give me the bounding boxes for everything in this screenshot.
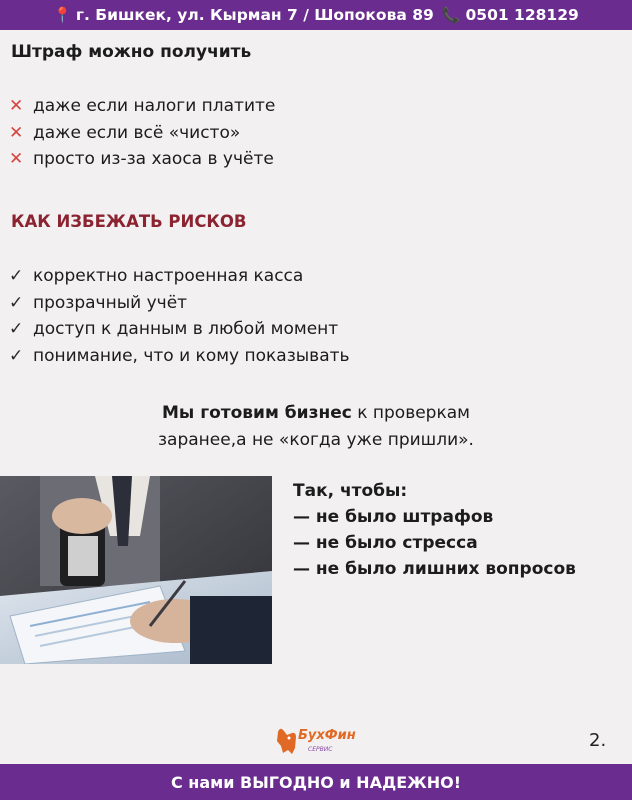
goal-item: — не было лишних вопросов: [293, 559, 576, 579]
list-item: [9, 263, 350, 290]
goal-item: — не было стресса: [293, 533, 478, 553]
statement-line2: заранее,а не «когда уже пришли».: [158, 430, 474, 450]
list-item: [9, 146, 275, 173]
list-item-label: понимание, что и кому показывать: [33, 345, 350, 366]
preparation-statement: [100, 400, 532, 454]
list-item-label: даже если всё «чисто»: [33, 122, 241, 143]
footer-slogan: С нами ВЫГОДНО и НАДЕЖНО!: [170, 772, 461, 792]
list-item: [9, 290, 350, 317]
goat-icon: [274, 726, 300, 756]
goal-item: — не было штрафов: [293, 507, 494, 527]
goals-block: [293, 478, 576, 582]
cross-icon: ✕: [9, 96, 24, 117]
phone-icon: 📞: [441, 6, 461, 24]
list-item-label: даже если налоги платите: [33, 96, 276, 117]
brand-logo: [272, 724, 368, 760]
check-icon: ✓: [9, 292, 24, 313]
photo-illustration: [0, 476, 272, 664]
list-item: [9, 316, 350, 343]
logo-name: БухФин: [298, 728, 356, 743]
negatives-list: [9, 93, 275, 173]
page-number: 2.: [589, 730, 607, 751]
page-title: Штраф можно получить: [11, 42, 252, 62]
map-pin-icon: 📍: [53, 6, 72, 24]
statement-bold: Мы готовим бизнес: [162, 403, 352, 423]
list-item: [9, 343, 350, 370]
footer-slogan-bar: [0, 764, 632, 800]
top-contact-bar: [0, 0, 632, 30]
address-text: г. Бишкек, ул. Кырман 7 / Шопокова 89: [75, 6, 434, 24]
statement-rest: к проверкам: [351, 403, 470, 423]
positives-list: [9, 263, 350, 369]
list-item-label: доступ к данным в любой момент: [33, 319, 339, 340]
check-icon: ✓: [9, 345, 24, 366]
check-icon: ✓: [9, 266, 24, 287]
list-item-label: корректно настроенная касса: [33, 266, 304, 287]
goals-intro: Так, чтобы:: [293, 481, 408, 501]
list-item: [9, 120, 275, 147]
phone-number[interactable]: 0501 128129: [465, 6, 579, 24]
cross-icon: ✕: [9, 149, 24, 170]
cross-icon: ✕: [9, 122, 24, 143]
list-item-label: прозрачный учёт: [33, 292, 188, 313]
logo-subtitle: СЕРВИС: [308, 746, 333, 753]
stamp-document-photo: [0, 476, 272, 664]
list-item: [9, 93, 275, 120]
list-item-label: просто из-за хаоса в учёте: [33, 149, 274, 170]
section-heading: КАК ИЗБЕЖАТЬ РИСКОВ: [11, 212, 247, 231]
check-icon: ✓: [9, 319, 24, 340]
